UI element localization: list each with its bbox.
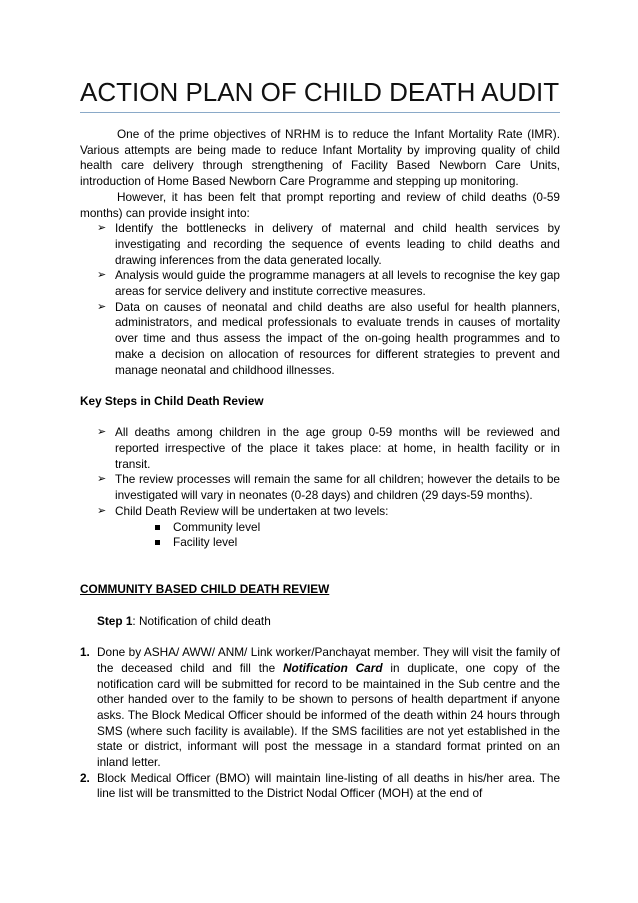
arrow-bullet-icon: ➢	[97, 222, 107, 235]
spacer	[80, 598, 560, 614]
square-bullet-icon	[155, 525, 160, 530]
arrow-bullet-icon: ➢	[97, 300, 107, 313]
document-body	[80, 127, 560, 802]
arrow-bullet-icon: ➢	[97, 473, 107, 486]
arrow-bullet-icon: ➢	[97, 504, 107, 517]
intro-paragraph-2: However, it has been felt that prompt reporting and review of child deaths (0-59 months) can provide insight into:	[80, 189, 560, 220]
square-bullet-icon	[155, 540, 160, 545]
intro-bullet-list	[80, 221, 560, 378]
spacer	[80, 629, 560, 645]
list-item: ➢ Analysis would guide the programme managers at all levels to recognise the key gap areas for service delivery and institute corrective measures.	[97, 268, 560, 299]
community-steps-list	[80, 645, 560, 802]
list-item: ➢ The review processes will remain the same for all children; however the details to be investigated will vary in neonates (0-28 days) and children (29 days-59 months).	[97, 472, 560, 503]
item-number: 1.	[80, 645, 90, 660]
spacer	[80, 410, 560, 426]
spacer	[80, 551, 560, 567]
spacer	[80, 567, 560, 583]
list-item: ➢ Data on causes of neonatal and child deaths are also useful for health planners, administrators, and medical professionals to evaluate trends in causes of mortality over time and thus assess the impact of the on-going health programmes and to make a decision on allocation of resources for different strategies to prevent and manage neonatal and childhood illnesses.	[97, 299, 560, 377]
list-item: Facility level	[155, 535, 560, 551]
spacer	[80, 378, 560, 394]
list-item: 1. Done by ASHA/ AWW/ ANM/ Link worker/Panchayat member. They will visit the family of the deceased child and fill the Notification Card in duplicate, one copy of the notification card will be submitted for record to be maintained in the Sub centre and the other handed over to the family to be shown to persons of health department if anyone asks. The Block Medical Officer should be informed of the death within 24 hours through SMS (where such facility is available). If the SMS facilities are not yet established in the state or district, informant will post the message in a standard format printed on an inland letter.	[80, 645, 560, 770]
page-title: ACTION PLAN OF CHILD DEATH AUDIT	[80, 77, 560, 107]
list-item: Community level	[155, 520, 560, 536]
review-levels-list	[80, 520, 560, 551]
item-number: 2.	[80, 770, 90, 785]
title-rule	[80, 112, 560, 113]
step-1-heading: Step 1: Notification of child death	[97, 613, 271, 628]
list-item: ➢ Child Death Review will be undertaken at two levels:	[97, 503, 389, 518]
key-steps-list	[80, 425, 560, 519]
arrow-bullet-icon: ➢	[97, 426, 107, 439]
key-steps-heading: Key Steps in Child Death Review	[80, 393, 264, 408]
notification-card-term: Notification Card	[282, 660, 383, 675]
list-item: 2. Block Medical Officer (BMO) will maintain line-listing of all deaths in his/her area. The line list will be transmitted to the District Nodal Officer (MOH) at the end of	[80, 770, 560, 801]
list-item: ➢ All deaths among children in the age group 0-59 months will be reviewed and reported irrespective of the place it takes place: at home, in health facility or in transit.	[97, 425, 560, 471]
community-review-heading: COMMUNITY BASED CHILD DEATH REVIEW	[80, 582, 330, 597]
intro-paragraph-1: One of the prime objectives of NRHM is to reduce the Infant Mortality Rate (IMR). Various attempts are being made to reduce Infant Mortality by improving quality of child health care delivery through strengthening of Facility Based Newborn Care Units, introduction of Home Based Newborn Care Programme and stepping up monitoring.	[80, 127, 560, 189]
arrow-bullet-icon: ➢	[97, 269, 107, 282]
list-item: ➢ Identify the bottlenecks in delivery of maternal and child health services by investigating and recording the sequence of events leading to child deaths and drawing inferences from the data generated locally.	[97, 221, 560, 267]
